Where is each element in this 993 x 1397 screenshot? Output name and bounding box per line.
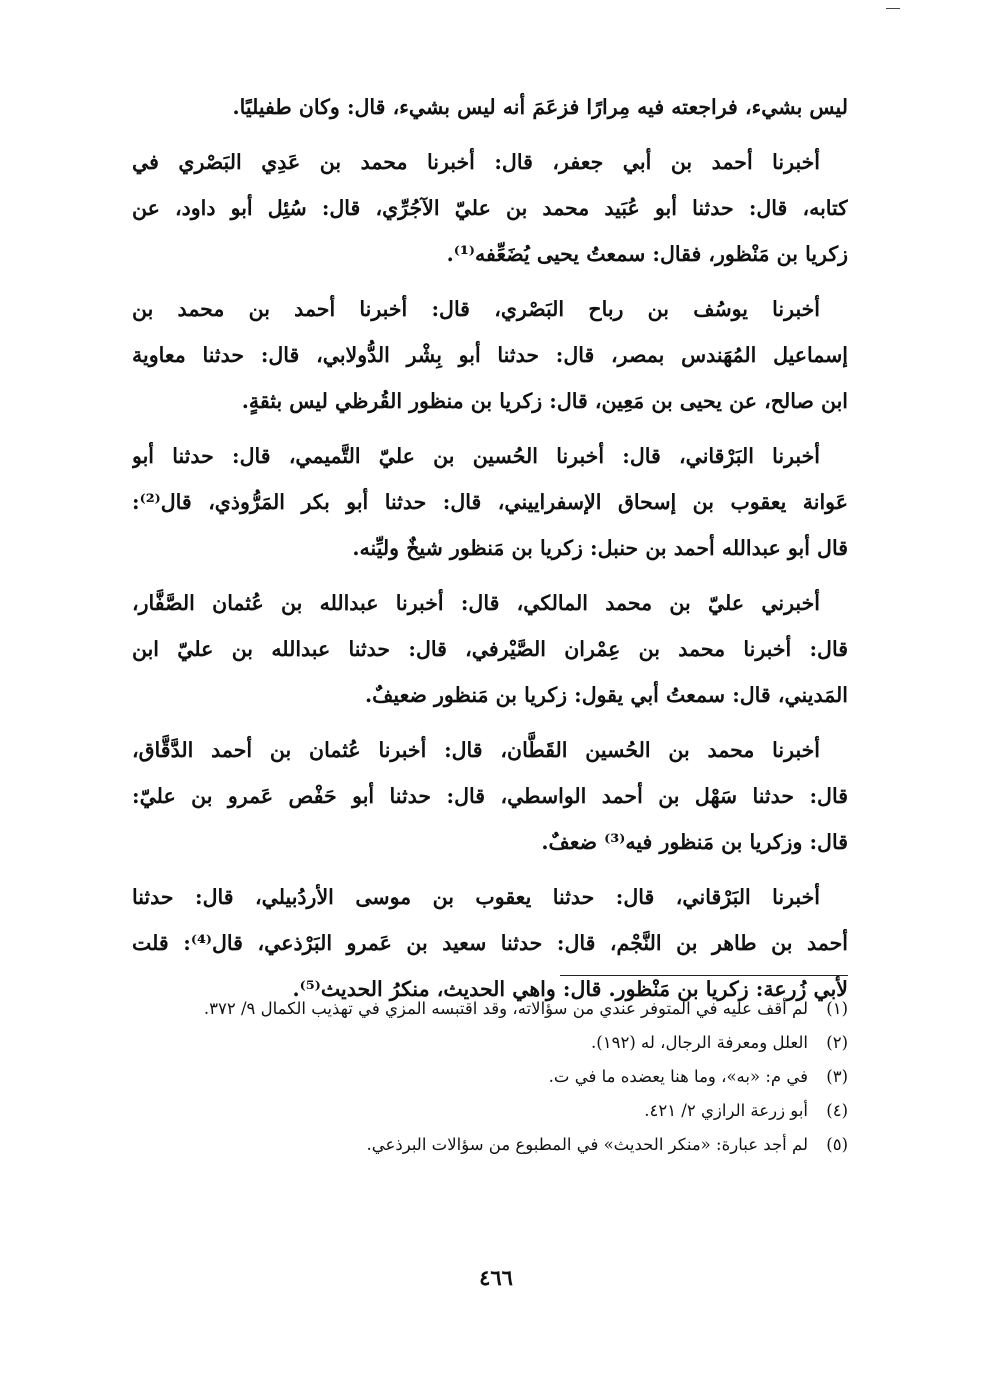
text-line: قال: وزكريا بن مَنظور فيه⁽³⁾ ضعفٌ. [541,830,848,854]
text-line: قال: حدثنا سَهْل بن أحمد الواسطي، قال: حدثنا أبو حَفْص عَمرو بن عليّ: [132,784,848,808]
text-line: ليس بشيء، فراجعته فيه مِرارًا فزعَمَ أنه ليس بشيء، قال: وكان طفيليًا. [232,95,848,119]
footnotes [132,992,848,1162]
paragraph-abu-dawud [132,139,848,277]
footnote-number: (٢) [826,1033,848,1052]
text-line: أخبرني عليّ بن محمد المالكي، قال: أخبرنا عبدالله بن عُثمان الصَّفَّار، [132,591,820,615]
text-line: زكريا بن مَنْظور، فقال: سمعتُ يحيى يُضَعِّفه⁽¹⁾. [446,242,848,266]
scan-corner-mark [886,8,900,9]
footnote-text: في م: «به»، وما هنا يعضده ما في ت. [548,1067,808,1086]
footnote-number: (٤) [826,1101,848,1120]
paragraph-amr-ibn-ali [132,727,848,865]
footnote-1 [132,992,848,1026]
text-line: أحمد بن طاهر بن النَّجْم، قال: حدثنا سعيد بن عَمرو البَرْذعي، قال⁽⁴⁾: قلت [132,931,848,955]
text-line: أخبرنا محمد بن الحُسين القَطَّان، قال: أخبرنا عُثمان بن أحمد الدَّقَّاق، [132,738,820,762]
paragraph-continuation [132,84,848,130]
footnote-text: أبو زرعة الرازي ٢/ ٤٢١. [644,1101,808,1120]
footnote-text: لم أجد عبارة: «منكر الحديث» في المطبوع من سؤالات البرذعي. [366,1135,808,1154]
text-line: قال: أخبرنا محمد بن عِمْران الصَّيْرفي، قال: حدثنا عبدالله بن عليّ ابن [132,637,848,661]
paragraph-ibn-al-madini [132,580,848,718]
text-line: قال أبو عبدالله أحمد بن حنبل: زكريا بن مَنظور شيخٌ وليِّنه. [352,536,848,560]
text-line: المَديني، قال: سمعتُ أبي يقول: زكريا بن مَنظور ضعيفٌ. [365,683,848,707]
footnote-number: (٣) [826,1067,848,1086]
text-line: إسماعيل المُهَندس بمصر، قال: حدثنا أبو بِشْر الدُّولابي، قال: حدثنا معاوية [132,343,848,367]
text-line: ابن صالح، عن يحيى بن مَعِين، قال: زكريا بن منظور القُرظي ليس بثقةٍ. [241,389,848,413]
text-line: أخبرنا أحمد بن أبي جعفر، قال: أخبرنا محمد بن عَدِي البَصْري في [132,150,820,174]
footnote-4 [132,1094,848,1128]
footnote-5 [132,1128,848,1162]
text-line: أخبرنا البَرْقاني، قال: أخبرنا الحُسين بن عليّ التَّميمي، قال: حدثنا أبو [132,444,820,468]
text-line: لأبي زُرعة: زكريا بن مَنْظور. قال: واهي الحديث، منكرُ الحديث⁽⁵⁾. [292,977,848,1001]
footnote-divider [560,975,848,976]
page-number: ٤٦٦ [479,1265,513,1290]
footnote-2 [132,1026,848,1060]
footnote-text: لم أقف عليه في المتوفر عندي من سؤالاته، وقد اقتبسه المزي في تهذيب الكمال ٩/ ٣٧٢. [203,999,808,1018]
text-line: أخبرنا يوسُف بن رباح البَصْري، قال: أخبرنا أحمد بن محمد بن [132,297,820,321]
main-text [132,84,848,1021]
text-line: أخبرنا البَرْقاني، قال: حدثنا يعقوب بن موسى الأردُبيلي، قال: حدثنا [132,885,820,909]
footnote-text: العلل ومعرفة الرجال، له (١٩٢). [591,1033,808,1052]
paragraph-ahmad-ibn-hanbal [132,433,848,571]
footnote-number: (٥) [826,1135,848,1154]
text-line: عَوانة يعقوب بن إسحاق الإسفراييني، قال: حدثنا أبو بكر المَرُّوذي، قال⁽²⁾: [132,490,848,514]
footnote-number: (١) [826,999,848,1018]
text-line: كتابه، قال: حدثنا أبو عُبَيد محمد بن عليّ الآجُرِّي، قال: سُئِل أبو داود، عن [132,196,848,220]
footnote-3 [132,1060,848,1094]
paragraph-ibn-main [132,286,848,424]
